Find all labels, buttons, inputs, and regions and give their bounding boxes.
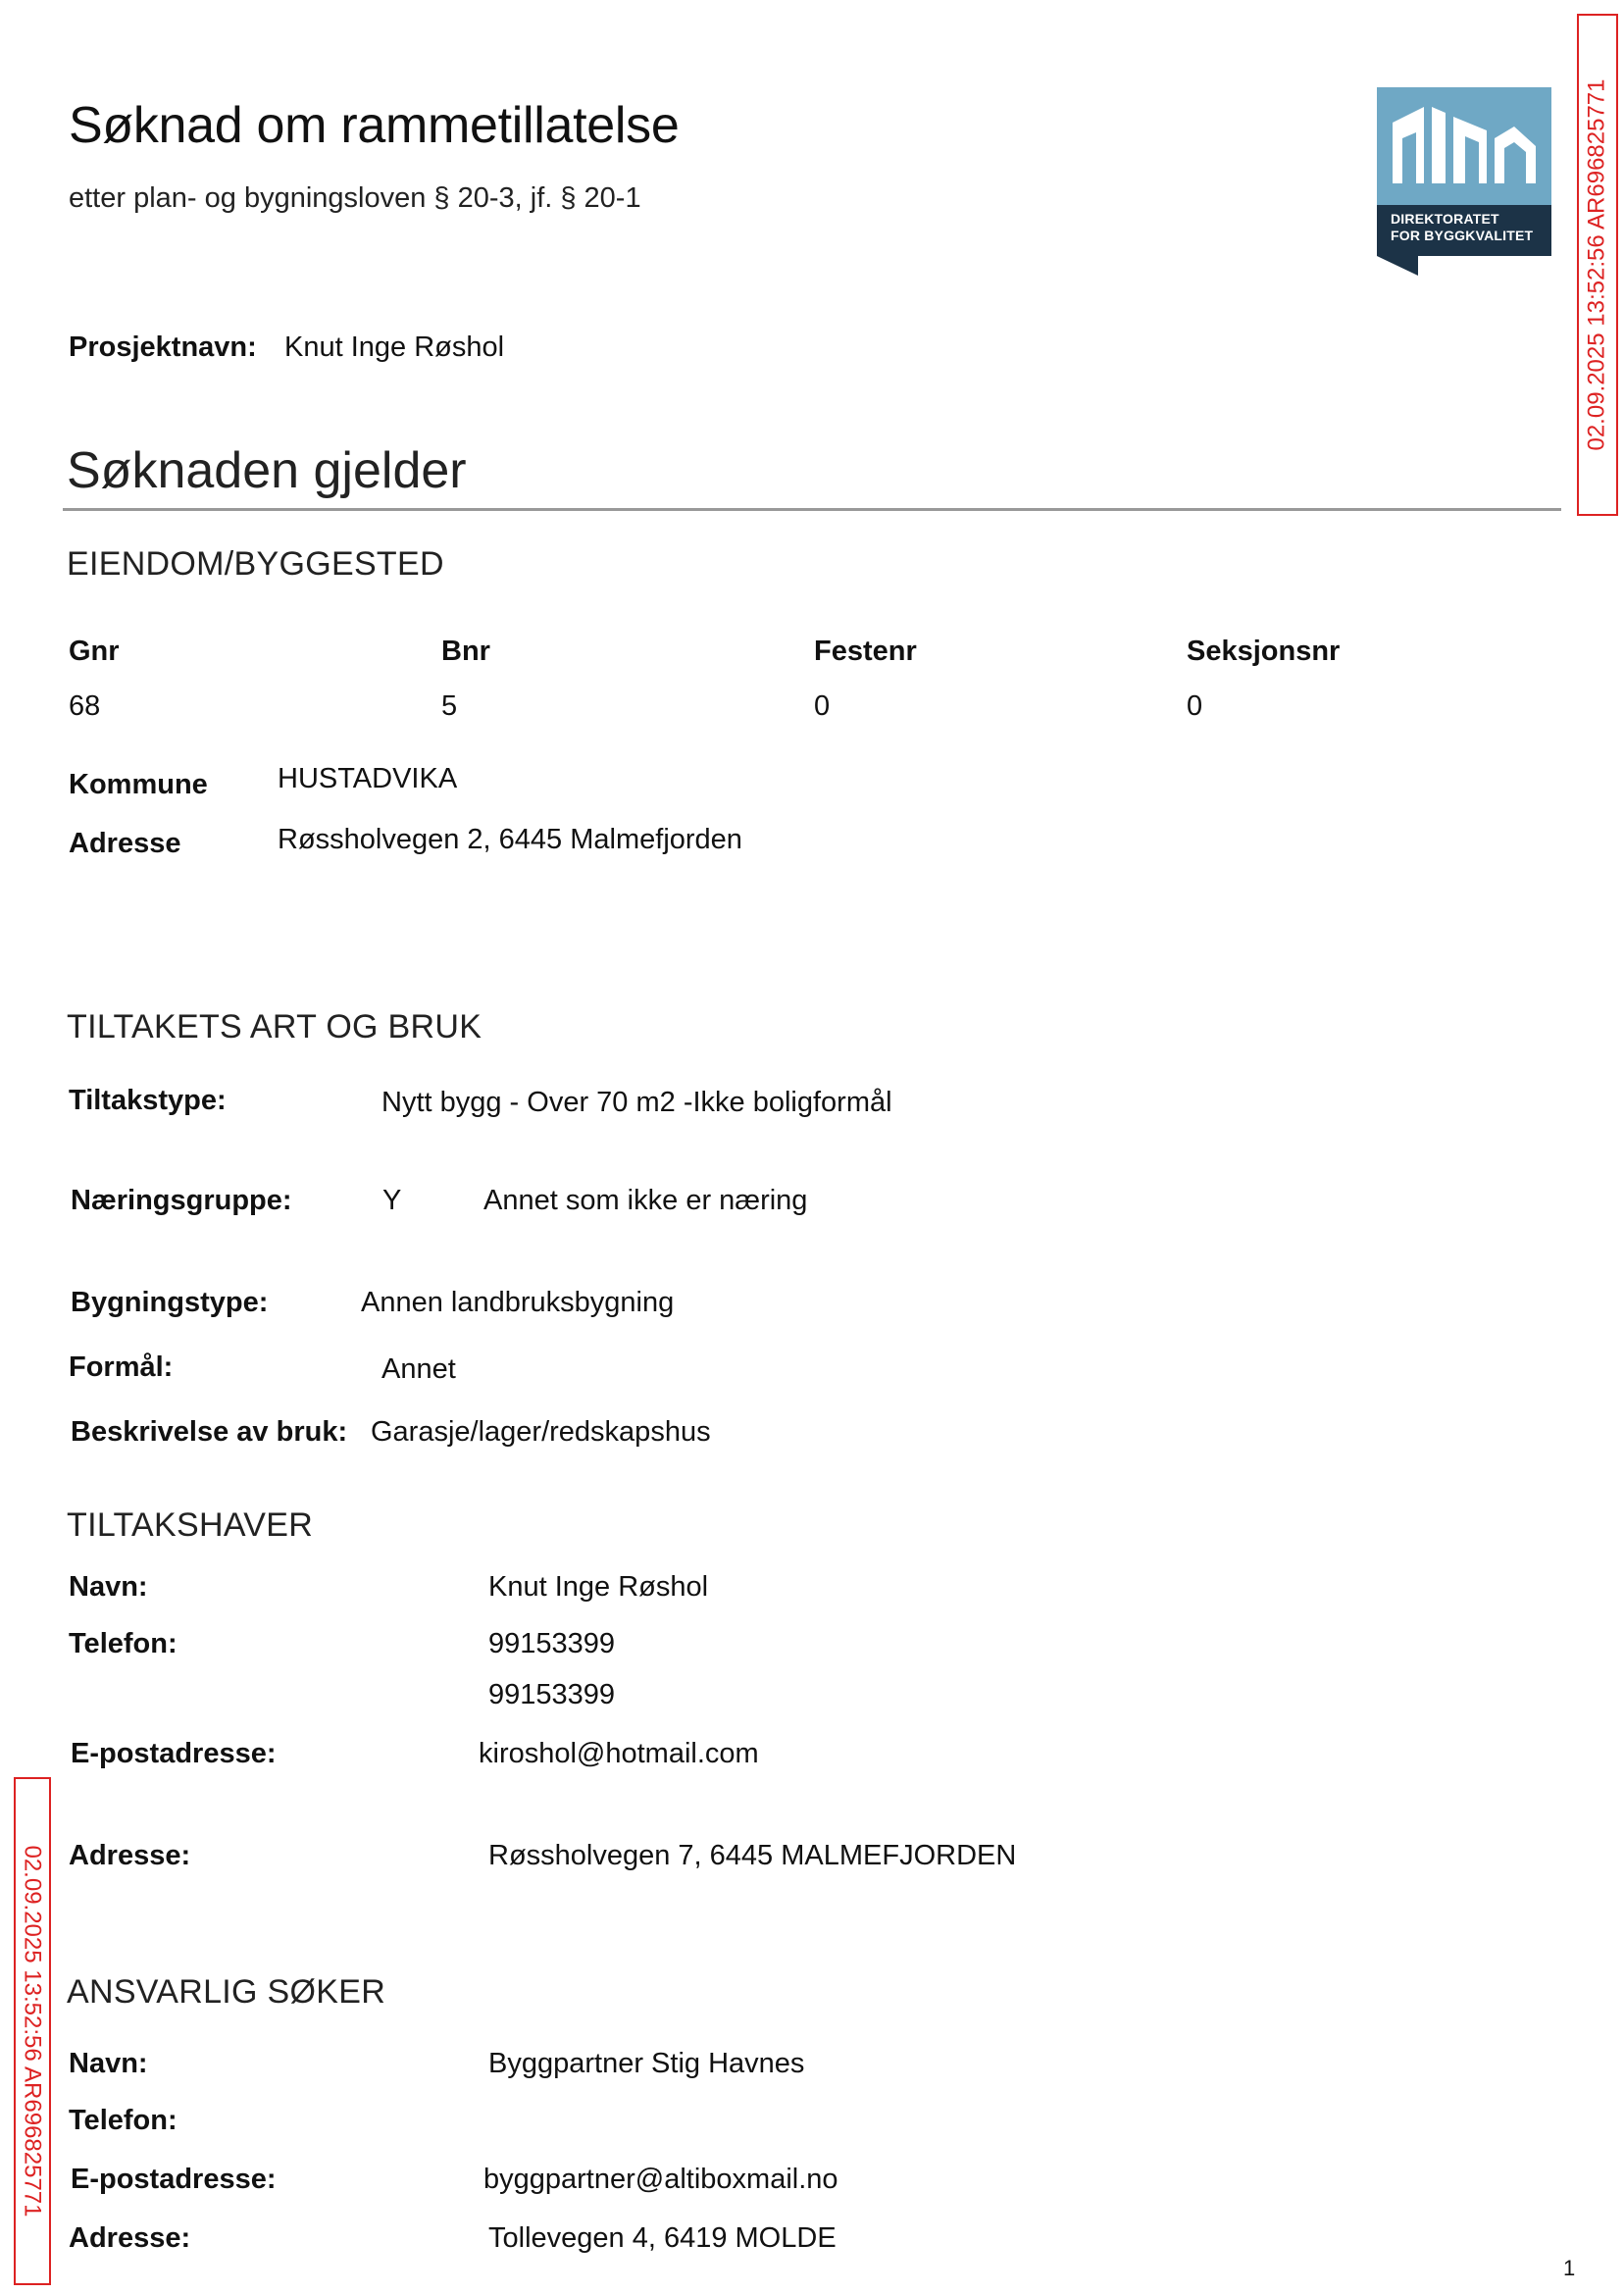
tiltakshaver-telefon-1: 99153399 [488, 1628, 616, 1659]
adresse-value: Røssholvegen 2, 6445 Malmefjorden [278, 824, 742, 855]
bygningstype-label: Bygningstype: [71, 1287, 269, 1318]
festenr-label: Festenr [814, 636, 917, 667]
tiltakshaver-navn-label: Navn: [69, 1571, 148, 1603]
kommune-label: Kommune [69, 769, 208, 800]
naeringsgruppe-text: Annet som ikke er næring [483, 1185, 808, 1216]
ansvarlig-telefon-label: Telefon: [69, 2105, 178, 2136]
seksjonsnr-value: 0 [1187, 690, 1203, 722]
gnr-value: 68 [69, 690, 101, 722]
section-heading-tiltakshaver: TILTAKSHAVER [67, 1506, 314, 1544]
tiltakshaver-navn-value: Knut Inge Røshol [488, 1571, 709, 1603]
naeringsgruppe-code: Y [382, 1185, 402, 1216]
stamp-text: 02.09.2025 13:52:56 AR696825771 [1584, 78, 1610, 451]
ansvarlig-adresse-value: Tollevegen 4, 6419 MOLDE [488, 2222, 837, 2254]
bnr-label: Bnr [441, 636, 490, 667]
ansvarlig-epost-value: byggpartner@altiboxmail.no [483, 2164, 838, 2195]
ansvarlig-navn-value: Byggpartner Stig Havnes [488, 2048, 805, 2079]
gnr-label: Gnr [69, 636, 120, 667]
section-heading-ansvarlig: ANSVARLIG SØKER [67, 1973, 386, 2011]
bruk-label: Beskrivelse av bruk: [71, 1416, 348, 1448]
logo-line2: FOR BYGGKVALITET [1391, 228, 1534, 243]
archive-stamp-right [1577, 14, 1618, 516]
tiltakshaver-adresse-label: Adresse: [69, 1840, 191, 1871]
ansvarlig-adresse-label: Adresse: [69, 2222, 191, 2254]
project-label: Prosjektnavn: [69, 331, 257, 363]
section-heading-tiltak: TILTAKETS ART OG BRUK [67, 1008, 482, 1045]
naeringsgruppe-label: Næringsgruppe: [71, 1185, 292, 1216]
adresse-label: Adresse [69, 828, 181, 859]
formal-label: Formål: [69, 1351, 174, 1383]
stamp-text: 02.09.2025 13:52:56 AR696825771 [20, 1845, 46, 2218]
tiltakstype-label: Tiltakstype: [69, 1085, 227, 1116]
bygningstype-value: Annen landbruksbygning [361, 1287, 675, 1318]
document-title: Søknad om rammetillatelse [69, 97, 680, 154]
page-number: 1 [1563, 2256, 1576, 2280]
ansvarlig-epost-label: E-postadresse: [71, 2164, 277, 2195]
bruk-value: Garasje/lager/redskapshus [371, 1416, 711, 1448]
tiltakshaver-epost-value: kiroshol@hotmail.com [479, 1738, 759, 1769]
bnr-value: 5 [441, 690, 458, 722]
seksjonsnr-label: Seksjonsnr [1187, 636, 1341, 667]
section-heading-eiendom: EIENDOM/BYGGESTED [67, 545, 444, 583]
formal-value: Annet [381, 1353, 456, 1385]
document-subtitle: etter plan- og bygningsloven § 20-3, jf. § 20-1 [69, 182, 641, 214]
logo-line1: DIREKTORATET [1391, 211, 1499, 227]
dibk-logo [1377, 87, 1551, 276]
tiltakshaver-epost-label: E-postadresse: [71, 1738, 277, 1769]
tiltakstype-value: Nytt bygg - Over 70 m2 -Ikke boligformål [381, 1087, 892, 1118]
heading-divider [63, 508, 1561, 511]
tiltakshaver-adresse-value: Røssholvegen 7, 6445 MALMEFJORDEN [488, 1840, 1017, 1871]
ansvarlig-navn-label: Navn: [69, 2048, 148, 2079]
tiltakshaver-telefon-2: 99153399 [488, 1679, 616, 1710]
main-heading: Søknaden gjelder [67, 442, 467, 499]
archive-stamp-left [14, 1777, 51, 2285]
tiltakshaver-telefon-label: Telefon: [69, 1628, 178, 1659]
project-value: Knut Inge Røshol [284, 331, 505, 363]
festenr-value: 0 [814, 690, 831, 722]
kommune-value: HUSTADVIKA [278, 763, 458, 794]
